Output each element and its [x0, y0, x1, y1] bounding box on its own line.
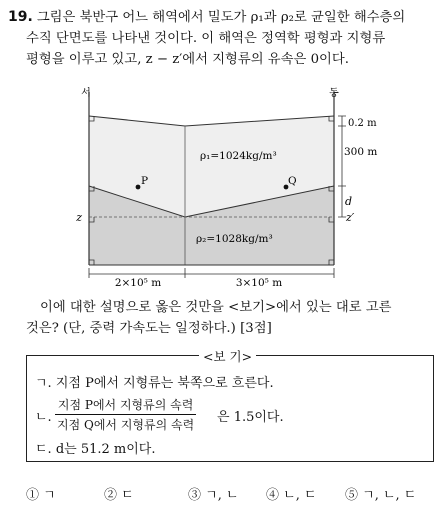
question-line-3: 평형을 이루고 있고, z − z′에서 지형류의 유속은 0이다. [26, 52, 349, 67]
ask-line-1: 이에 대한 설명으로 옳은 것만을 <보기>에서 있는 대로 고른 [40, 300, 392, 315]
ask-line-2: 것은? (단, 중력 가속도는 일정하다.) [3점] [26, 321, 272, 336]
d-label: d [345, 195, 353, 208]
bogi-statement-c: ㄷ. d는 51.2 m이다. [35, 442, 156, 457]
distance-right-label: 3×10⁵ m [235, 277, 283, 289]
choice-4[interactable]: ④ ㄴ, ㄷ [266, 488, 317, 503]
choice-5[interactable]: ⑤ ㄱ, ㄴ, ㄷ [345, 488, 417, 503]
rho2-label: ρ₂=1028kg/m³ [196, 233, 273, 245]
question-text-1: 그림은 북반구 어느 해역에서 밀도가 ρ₁과 ρ₂로 균일한 해수층의 [36, 10, 406, 25]
bogi-statement-b-prefix: ㄴ. [35, 410, 52, 425]
choice-3[interactable]: ③ ㄱ, ㄴ [188, 488, 239, 503]
bogi-box [26, 349, 434, 462]
choice-1[interactable]: ① ㄱ [26, 488, 56, 503]
z-right-label: z′ [346, 211, 355, 224]
bogi-title: <보 기> [199, 347, 256, 365]
z-left-label: z [76, 211, 82, 224]
bogi-statement-b-suffix: 은 1.5이다. [217, 410, 284, 425]
bogi-statement-a: ㄱ. 지점 P에서 지형류는 북쪽으로 흐른다. [35, 376, 274, 391]
fraction-numerator: 지점 P에서 지형류의 속력 [55, 396, 196, 415]
bogi-statement-b-fraction [55, 396, 196, 433]
point-q-label: Q [288, 175, 297, 187]
west-label: 서 [81, 88, 91, 99]
fraction-denominator: 지점 Q에서 지형류의 속력 [57, 418, 195, 432]
question-number: 19. [8, 9, 33, 25]
choice-2[interactable]: ② ㄷ [104, 488, 134, 503]
point-p-label: P [141, 175, 149, 187]
height-top-label: 0.2 m [348, 118, 377, 129]
point-p-marker [136, 185, 141, 190]
distance-left-label: 2×10⁵ m [114, 277, 162, 289]
east-label: 동 [329, 88, 339, 99]
depth-upper-label: 300 m [344, 146, 378, 158]
question-line-2: 수직 단면도를 나타낸 것이다. 이 해역은 정역학 평형과 지형류 [26, 31, 386, 46]
rho1-label: ρ₁=1024kg/m³ [200, 150, 277, 162]
